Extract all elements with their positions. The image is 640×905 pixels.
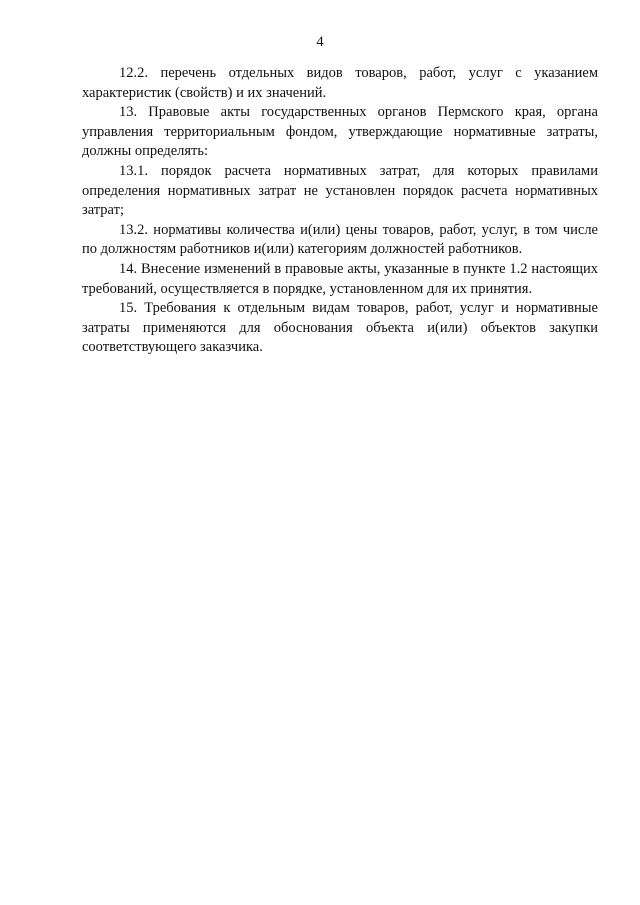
paragraph-15: 15. Требования к отдельным видам товаров, работ, услуг и нормативные затраты применяются для обоснования объекта и(или) объектов закупки соответствующего заказчика. <box>82 300 598 356</box>
paragraph-13-1: 13.1. порядок расчета нормативных затрат, для которых правилами определения нормативных затрат не установлен порядок расчета нормативных затрат; <box>82 162 598 219</box>
paragraph-14: 14. Внесение изменений в правовые акты, указанные в пункте 1.2 настоящих требований, осуществляется в порядке, установленном для их принятия. <box>82 260 598 297</box>
paragraph-13-2: 13.2. нормативы количества и(или) цены товаров, работ, услуг, в том числе по должностям работников и(или) категориям должностей работников. <box>82 221 598 258</box>
paragraph-13: 13. Правовые акты государственных органов Пермского края, органа управления территориальным фондом, утверждающие нормативные затраты, должны определять: <box>82 104 598 160</box>
document-body <box>82 64 598 358</box>
page-number: 4 <box>316 34 324 50</box>
paragraph-12-2: 12.2. перечень отдельных видов товаров, работ, услуг с указанием характеристик (свойств) и их значений. <box>82 65 598 101</box>
